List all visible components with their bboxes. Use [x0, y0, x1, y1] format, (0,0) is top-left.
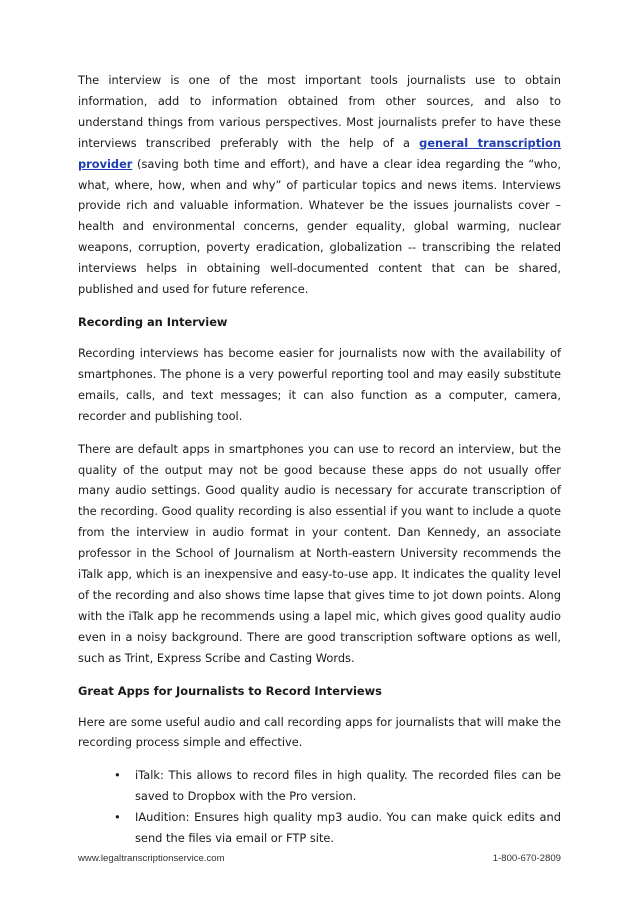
list-item — [114, 765, 561, 807]
bullet-icon: • — [114, 768, 121, 783]
apps-heading: Great Apps for Journalists to Record Interviews — [78, 683, 382, 698]
apps-intro-paragraph: Here are some useful audio and call recording apps for journalists that will make the recording process simple and effective. — [78, 714, 561, 750]
footer-website: www.legaltranscriptionservice.com — [78, 853, 225, 864]
intro-text-before-link: The interview is one of the most important tools journalists use to obtain information, add to information obtained from other sources, and also to understand things from various perspectives. Most journalists prefer to have these interviews transcribed preferably with the help of a — [78, 73, 561, 150]
list-item — [114, 807, 561, 849]
list-item-text: IAudition: Ensures high quality mp3 audio. You can make quick edits and send the files via email or FTP site. — [135, 810, 561, 846]
intro-paragraph — [78, 70, 561, 300]
general-transcription-provider-link[interactable]: general transcription provider — [78, 135, 561, 171]
apps-list — [78, 765, 561, 849]
recording-paragraph-1: Recording interviews has become easier for journalists now with the availability of smartphones. The phone is a very powerful reporting tool and may easily substitute emails, calls, and text messages; it can also function as a computer, camera, recorder and publishing tool. — [78, 345, 561, 423]
footer-phone: 1-800-670-2809 — [492, 853, 561, 864]
page-footer — [78, 853, 561, 864]
recording-paragraph-2: There are default apps in smartphones you can use to record an interview, but the quality of the output may not be good because these apps do not usually offer many audio settings. Good quality audio is necessary for accurate transcription of the recording. Good quality recording is also essential if you want to include a quote from the interview in audio format in your content. Dan Kennedy, an associate professor in the School of Journalism at North-eastern University recommends the iTalk app, which is an inexpensive and easy-to-use app. It indicates the quality level of the recording and also shows time lapse that gives time to jot down points. Along with the iTalk app he recommends using a lapel mic, which gives good quality audio even in a noisy background. There are good transcription software options as well, such as Trint, Express Scribe and Casting Words. — [78, 441, 561, 665]
document-page — [78, 70, 561, 849]
recording-interview-heading: Recording an Interview — [78, 314, 228, 329]
intro-text-after-link: (saving both time and effort), and have a clear idea regarding the “who, what, where, how, when and why” of particular topics and news items. Interviews provide rich and valuable information. Whatever be the issues journalists cover – health and environmental concerns, gender equality, global warming, nuclear weapons, corruption, poverty eradication, globalization -- transcribing the related interviews helps in obtaining well-documented content that can be shared, published and used for future reference. — [78, 156, 561, 297]
bullet-icon: • — [114, 810, 121, 825]
list-item-text: iTalk: This allows to record files in high quality. The recorded files can be saved to Dropbox with the Pro version. — [135, 768, 561, 804]
